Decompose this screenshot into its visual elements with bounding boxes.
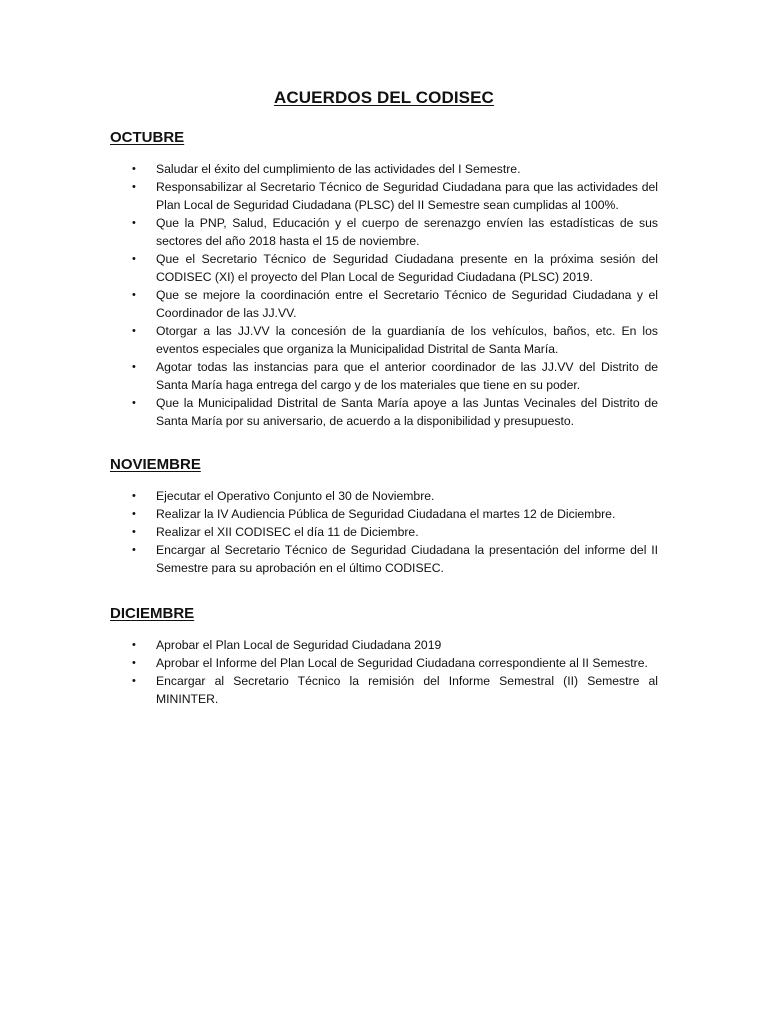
list-item-text: Saludar el éxito del cumplimiento de las actividades del I Semestre. xyxy=(156,162,521,176)
list-item-text: Aprobar el Plan Local de Seguridad Ciudadana 2019 xyxy=(156,638,442,652)
list-item-text: Encargar al Secretario Técnico la remisión del Informe Semestral (II) Semestre al MININTER. xyxy=(156,674,658,706)
section-heading-diciembre: DICIEMBRE xyxy=(110,605,195,622)
list-item-text: Ejecutar el Operativo Conjunto el 30 de Noviembre. xyxy=(156,489,435,503)
list-item xyxy=(110,505,658,523)
section-heading-noviembre: NOVIEMBRE xyxy=(110,456,201,473)
list-item-text: Encargar al Secretario Técnico de Seguridad Ciudadana la presentación del informe del II Semestre para su aprobación en el último CODISEC. xyxy=(156,543,658,575)
bullet-icon: • xyxy=(132,397,136,409)
list-item xyxy=(110,672,658,708)
list-item-text: Realizar la IV Audiencia Pública de Seguridad Ciudadana el martes 12 de Diciembre. xyxy=(156,507,616,521)
agreement-list-diciembre xyxy=(110,636,658,708)
bullet-icon: • xyxy=(132,217,136,229)
bullet-icon: • xyxy=(132,253,136,265)
section-octubre xyxy=(110,128,658,430)
list-item xyxy=(110,214,658,250)
bullet-icon: • xyxy=(132,657,136,669)
agreement-list-noviembre xyxy=(110,487,658,577)
list-item xyxy=(110,487,658,505)
bullet-icon: • xyxy=(132,325,136,337)
list-item xyxy=(110,523,658,541)
list-item xyxy=(110,636,658,654)
section-heading-octubre: OCTUBRE xyxy=(110,129,185,146)
bullet-icon: • xyxy=(132,163,136,175)
bullet-icon: • xyxy=(132,526,136,538)
document-title: ACUERDOS DEL CODISEC xyxy=(274,88,494,107)
bullet-icon: • xyxy=(132,508,136,520)
list-item xyxy=(110,358,658,394)
bullet-icon: • xyxy=(132,289,136,301)
list-item-text: Responsabilizar al Secretario Técnico de Seguridad Ciudadana para que las actividades del Plan Local de Seguridad Ciudadana (PLSC) del II Semestre sean cumplidas al 100%. xyxy=(156,180,658,212)
list-item xyxy=(110,394,658,430)
list-item-text: Que se mejore la coordinación entre el Secretario Técnico de Seguridad Ciudadana y el Coordinador de las JJ.VV. xyxy=(156,288,658,320)
list-item-text: Aprobar el Informe del Plan Local de Seguridad Ciudadana correspondiente al II Semestre. xyxy=(156,656,648,670)
list-item xyxy=(110,541,658,577)
list-item xyxy=(110,322,658,358)
agreement-list-octubre xyxy=(110,160,658,430)
list-item-text: Otorgar a las JJ.VV la concesión de la guardianía de los vehículos, baños, etc. En los eventos especiales que organiza la Municipalidad Distrital de Santa María. xyxy=(156,324,658,356)
list-item xyxy=(110,654,658,672)
bullet-icon: • xyxy=(132,544,136,556)
bullet-icon: • xyxy=(132,181,136,193)
bullet-icon: • xyxy=(132,639,136,651)
bullet-icon: • xyxy=(132,490,136,502)
list-item-text: Que la Municipalidad Distrital de Santa María apoye a las Juntas Vecinales del Distrito de Santa María por su aniversario, de acuerdo a la disponibilidad y presupuesto. xyxy=(156,396,658,428)
list-item xyxy=(110,178,658,214)
list-item-text: Realizar el XII CODISEC el día 11 de Diciembre. xyxy=(156,525,419,539)
list-item-text: Que el Secretario Técnico de Seguridad Ciudadana presente en la próxima sesión del CODISEC (XI) el proyecto del Plan Local de Seguridad Ciudadana (PLSC) 2019. xyxy=(156,252,658,284)
list-item xyxy=(110,250,658,286)
section-noviembre xyxy=(110,455,658,577)
section-diciembre xyxy=(110,604,658,708)
list-item xyxy=(110,286,658,322)
bullet-icon: • xyxy=(132,675,136,687)
bullet-icon: • xyxy=(132,361,136,373)
list-item-text: Agotar todas las instancias para que el anterior coordinador de las JJ.VV del Distrito de Santa María haga entrega del cargo y de los materiales que tiene en su poder. xyxy=(156,360,658,392)
list-item xyxy=(110,160,658,178)
list-item-text: Que la PNP, Salud, Educación y el cuerpo de serenazgo envíen las estadísticas de sus sectores del año 2018 hasta el 15 de noviembre. xyxy=(156,216,658,248)
